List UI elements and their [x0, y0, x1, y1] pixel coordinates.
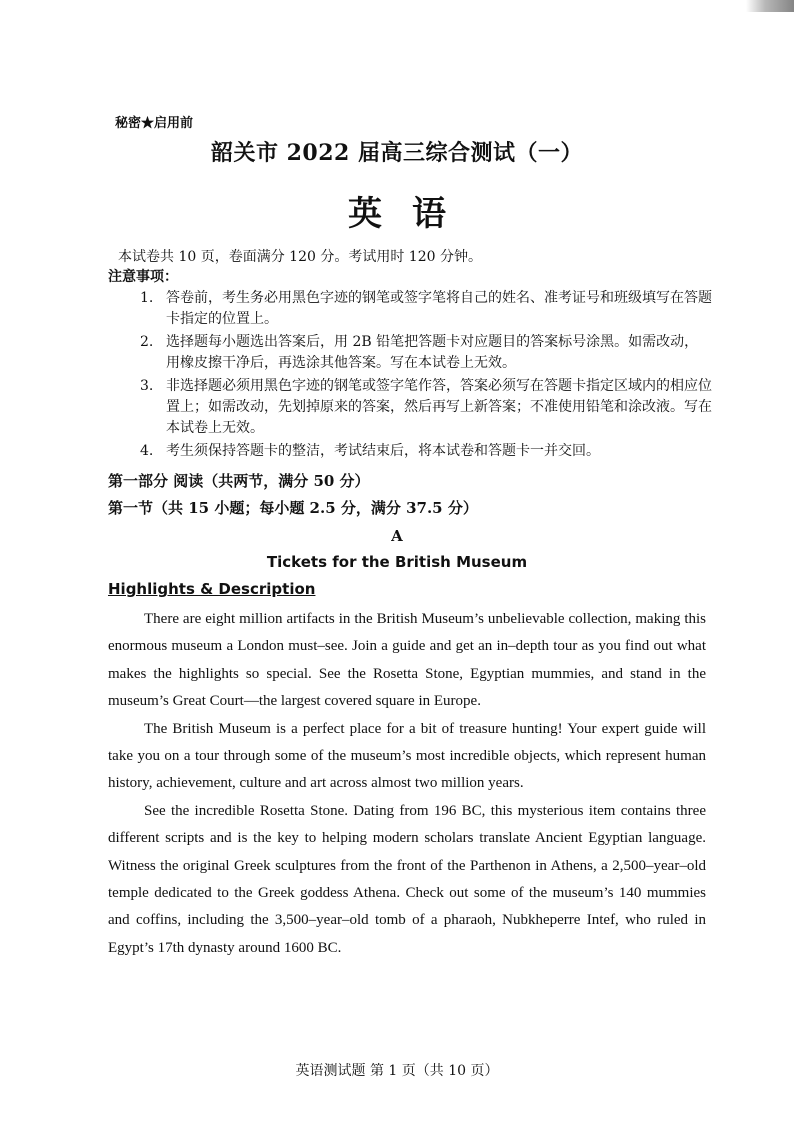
passage-paragraph: There are eight million artifacts in the British Museum’s unbelievable collection, making this enormous museum a London must–see. Join a guide and get an in–depth tour as you find out what makes the highlights so special. See the Rosetta Stone, Egyptian mummies, and stand in the museum’s Great Court—the largest covered square in Europe.: [108, 611, 706, 710]
exam-intro: 本试卷共 10 页，卷面满分 120 分。考试用时 120 分钟。: [118, 249, 482, 265]
scan-corner-mark: [746, 0, 794, 12]
page-footer: 英语测试题 第 1 页（共 10 页）: [295, 1063, 499, 1079]
notice-item-number: 3.: [140, 378, 154, 394]
highlights-heading: Highlights & Description: [108, 580, 316, 598]
exam-title: 韶关市 2022 届高三综合测试（一）: [210, 140, 584, 166]
notice-item: [140, 376, 712, 439]
notice-item-number: 1.: [140, 290, 154, 306]
notice-list: [140, 288, 712, 464]
passage-letter: A: [391, 527, 403, 545]
notice-heading: 注意事项：: [108, 269, 178, 285]
passage-body: [108, 606, 706, 962]
notice-item: [140, 332, 712, 374]
subject-title: 英语: [348, 194, 476, 234]
notice-item: [140, 441, 712, 462]
notice-item-text: 答卷前，考生务必用黑色字迹的钢笔或签字笔将自己的姓名、准考证号和班级填写在答题卡指定的位置上。: [166, 290, 712, 327]
notice-item-number: 4.: [140, 443, 154, 459]
notice-item-text: 非选择题必须用黑色字迹的钢笔或签字笔作答，答案必须写在答题卡指定区域内的相应位置上；如需改动，先划掉原来的答案，然后再写上新答案；不准使用铅笔和涂改液。写在本试卷上无效。: [166, 378, 712, 436]
passage-paragraph: See the incredible Rosetta Stone. Dating from 196 BC, this mysterious item contains three different scripts and is the key to helping modern scholars translate Ancient Egyptian language. Witness the original Greek sculptures from the front of the Parthenon in Athens, a 2,500–year–old temple dedicated to the Greek goddess Athena. Check out some of the museum’s 140 mummies and coffins, including the 3,500–year–old tomb of a pharaoh, Nubkheperre Intef, who ruled in Egypt’s 17th dynasty around 1600 BC.: [108, 802, 706, 956]
notice-item-text: 考生须保持答题卡的整洁，考试结束后，将本试卷和答题卡一并交回。: [166, 443, 600, 459]
passage-title: Tickets for the British Museum: [266, 553, 528, 571]
part-heading: 第一部分 阅读（共两节，满分 50 分）: [108, 472, 370, 490]
notice-item-text: 选择题每小题选出答案后，用 2B 铅笔把答题卡对应题目的答案标号涂黑。如需改动，用橡皮擦干净后，再选涂其他答案。写在本试卷上无效。: [166, 334, 699, 371]
confidential-label: 秘密★启用前: [115, 116, 194, 131]
section-heading: 第一节（共 15 小题；每小题 2.5 分，满分 37.5 分）: [108, 499, 478, 517]
notice-item: [140, 288, 712, 330]
passage-paragraph: The British Museum is a perfect place for a bit of treasure hunting! Your expert guide will take you on a tour through some of the museum’s most incredible objects, which represent human history, achievement, culture and art across almost two million years.: [108, 720, 706, 792]
notice-item-number: 2.: [140, 334, 154, 350]
